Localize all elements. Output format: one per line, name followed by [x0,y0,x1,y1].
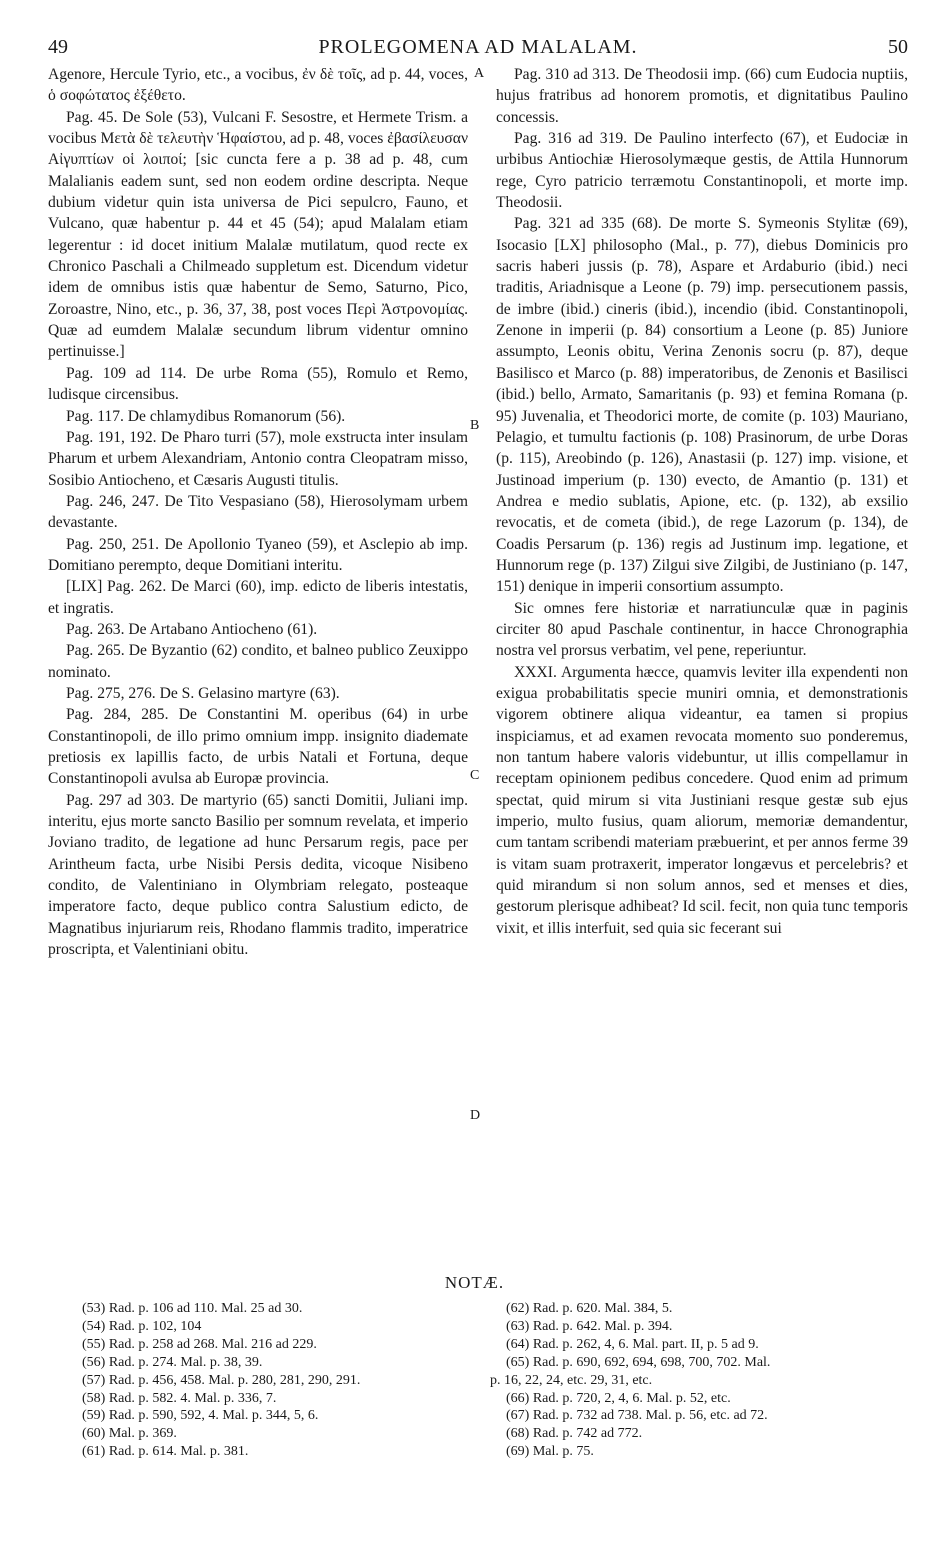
notes-left-column [82,1300,482,1461]
paragraph: Pag. 250, 251. De Apollonio Tyaneo (59), et Asclepio ab imp. Domitiano perempto, deque Domitiani interitu. [48,535,468,574]
paragraph: Pag. 310 ad 313. De Theodosii imp. (66) cum Eudocia nuptiis, hujus fratribus ad honorem promotis, et dignitatibus Paulino concessis. [496,66,908,126]
footnote: (57) Rad. p. 456, 458. Mal. p. 280, 281, 290, 291. [82,1372,361,1388]
footnote: (66) Rad. p. 720, 2, 4, 6. Mal. p. 52, etc. [506,1390,731,1406]
footnote: (61) Rad. p. 614. Mal. p. 381. [82,1444,249,1460]
footnote: (63) Rad. p. 642. Mal. p. 394. [506,1318,673,1334]
paragraph: Pag. 191, 192. De Pharo turri (57), mole exstructa inter insulam Pharum et urbem Alexandriam, Antonio contra Cleopatram misso, Sosibio Antiocheno, et Cæsaris Augusti titulis. [48,428,468,489]
notes-heading: NOTÆ. [444,1273,505,1292]
margin-letter-b: B [470,418,480,433]
footnote: (69) Mal. p. 75. [506,1444,594,1460]
margin-letter-d: D [470,1108,481,1123]
footnote: (55) Rad. p. 258 ad 268. Mal. 216 ad 229. [82,1336,317,1352]
footnote: (62) Rad. p. 620. Mal. 384, 5. [506,1301,673,1316]
footnote: (60) Mal. p. 369. [82,1426,177,1442]
paragraph: [LIX] Pag. 262. De Marci (60), imp. edicto de liberis intestatis, et ingratis. [48,578,468,617]
right-column [496,64,908,939]
footnote: (56) Rad. p. 274. Mal. p. 38, 39. [82,1354,263,1370]
paragraph: Pag. 321 ad 335 (68). De morte S. Symeonis Stylitæ (69), Isocasio [LX] philosopho (Mal., p. 77), diebus Dominicis pro sacris haberi jussis (p. 78), Aspare et Ardaburio (ibid.) neci traditis, Ariadnisque a Leone (p. 79) imp. persecutionem passis, de imbre (ibid.) cineris (ibid.), incendio (ibid. Constantinopoli, Zenone in imperii (p. 84) consortium a Leone (p. 85) Juniore assumpto, Leonis obitu, Verina Zenonis socru (p. 87), deque Basilisco et Marco (p. 88) imperatoribus, de Zenonis et Basilisci (ibid.) bello, Armato, Samaritanis (p. 93) et femina Romana (p. 95) Juvenalia, et Theodorici morte, de comite (p. 103) Mauriano, Pelagio, et tumultu factionis (p. 108) Prasinorum, de urbe Doras (p. 115), Areobindo (p. 126), Anastasii (p. 127) imp. visione, et Justinoad imperium (p. 130) evecto, de Amantio (p. 131) et Andrea e medio sublatis, Apione, etc. (p. 132), ab exsilio revocatis, et de cometa (ibid.), de rege Lazorum (p. 134), de Coadis Persarum (p. 136) regis ad Justinum imp. legatione, et Hunnorum rege (p. 137) Zilgui sive Zilgibi, de Justiniano (p. 147, 151) denique in imperii consortium assumpto. [496,215,908,596]
paragraph: Pag. 109 ad 114. De urbe Roma (55), Romulo et Remo, ludisque circensibus. [48,364,468,404]
page-header [48,36,908,64]
footnote: (59) Rad. p. 590, 592, 4. Mal. p. 344, 5, 6. [82,1408,319,1424]
paragraph: Pag. 297 ad 303. De martyrio (65) sancti Domitii, Juliani imp. interitu, ejus morte sancto Basilio per somnum revelata, et imperio Joviano tradito, de legatione ad hunc Persarum regis, pace per Arintheum facta, urbe Nisibi Persis dedita, vicoque Nisibeno condito, de Valentiniano in Olymbriam relegato, posteaque imperatore facto, deque publico contra Salustium edicto, de Magnatibus injuriarum reis, Rhodano flammis tradito, imperatrice proscripta, et Valentiniani obitu. [48,791,468,959]
notes-right-column [490,1300,906,1461]
paragraph: Pag. 263. De Artabano Antiocheno (61). [66,620,318,638]
footnote: (64) Rad. p. 262, 4, 6. Mal. part. II, p. 5 ad 9. [506,1336,759,1352]
paragraph: Agenore, Hercule Tyrio, etc., a vocibus, ἐν δὲ τοῖς, ad p. 44, voces, ὁ σοφώτατος ἐξέθετο. [48,66,468,105]
footnote: (65) Rad. p. 690, 692, 694, 698, 700, 702. Mal. [506,1354,771,1370]
page-number-right: 50 [888,36,908,58]
paragraph: Sic omnes fere historiæ et narratiunculæ quæ in paginis circiter 80 apud Paschale continentur, in hacce Chronographia nostra vel prorsus verbatim, vel pene, reperiuntur. [496,599,908,660]
running-title: PROLEGOMENA AD MALALAM. [318,36,638,58]
footnote: (58) Rad. p. 582. 4. Mal. p. 336, 7. [82,1390,277,1406]
footnote: (53) Rad. p. 106 ad 110. Mal. 25 ad 30. [82,1301,303,1316]
paragraph: Pag. 45. De Sole (53), Vulcani F. Sesostre, et Hermete Trism. a vocibus Μετὰ δὲ τελευτὴν Ἡφαίστου, ad p. 48, voces ἐβασίλευσαν Αἰγυπτίων οἱ λοιποί; [sic cuncta fere a p. 38 ad p. 48, cum Malalianis eadem sunt, sed non eodem ordine descripta. Neque dubium videtur quin ista universa de Pici sepulcro, Fauno, et Vulcano, quæ habentur p. 44 et 45 (54); apud Malalam etiam legerentur : id docet initium Malalæ mutilatum, quod recte ex Chronico Paschali a Chilmeado suppletum est. Dicendum videtur idem de omnibus istis quæ habentur de Semo, Saturno, Pico, Zoroastre, Nino, etc., p. 36, 37, 38, post voces Περὶ Ἀστρονομίας. Quæ ad eumdem Malalæ secundum librum videntur omnino pertinuisse.] [48,108,468,361]
paragraph: XXXI. Argumenta hæcce, quamvis leviter illa expendenti non exigua probabilitatis specie muniri omnia, et demonstrationis vigorem obtinere aliqua videantur, ea tamen si propius inspiciamus, et ad examen revocata momento suo ponderemus, non tantum habere valoris videbuntur, ut illis compellamur in receptam opinionem pedibus concedere. Quod enim ad primum spectat, quid mirum si vita Justiniani resque gestæ sub ejus imperio, multo fusius, quam aliorum, memoriæ demandentur, cum tantam scribendi materiam præbuerint, et per annos ferme 39 is vitam suam protraxerit, imperator longævus et percelebris? et quid mirandum si non solum annos, sed et menses et dies, gestorum plerisque adhibeat? Id scil. fecit, non quia tunc temporis vixit, et illis interfuit, sed quia sic fecerant sui [496,663,908,937]
paragraph: Pag. 246, 247. De Tito Vespasiano (58), Hierosolymam urbem devastante. [48,492,468,532]
paragraph: Pag. 316 ad 319. De Paulino interfecto (67), et Eudociæ in urbibus Antiochiæ Hierosolymæque gestis, de Attila Hunnorum rege, Cyro patricio terræmotu Constantinopoli, et morte imp. Theodosii. [496,130,908,212]
footnote-continuation: p. 16, 22, 24, etc. 29, 31, etc. [490,1372,653,1388]
left-column [48,64,468,960]
footnote: (68) Rad. p. 742 ad 772. [506,1426,643,1442]
paragraph: Pag. 284, 285. De Constantini M. operibus (64) in urbe Constantinopoli, de illo primo omnium impp. insignito diademate pretiosis ex lapillis facto, de urbis Natali et Fortuna, deque Constantinopoli avulsa ab Europæ provincia. [48,706,468,788]
footnote: (67) Rad. p. 732 ad 738. Mal. p. 56, etc. ad 72. [506,1408,768,1424]
paragraph: Pag. 117. De chlamydibus Romanorum (56). [66,407,346,425]
paragraph: Pag. 275, 276. De S. Gelasino martyre (63). [66,684,340,702]
paragraph: Pag. 265. De Byzantio (62) condito, et balneo publico Zeuxippo nominato. [48,642,468,681]
footnote: (54) Rad. p. 102, 104 [82,1318,202,1334]
margin-letter-c: C [470,768,480,783]
page-number-left: 49 [48,36,68,58]
margin-letter-a: A [474,66,485,81]
